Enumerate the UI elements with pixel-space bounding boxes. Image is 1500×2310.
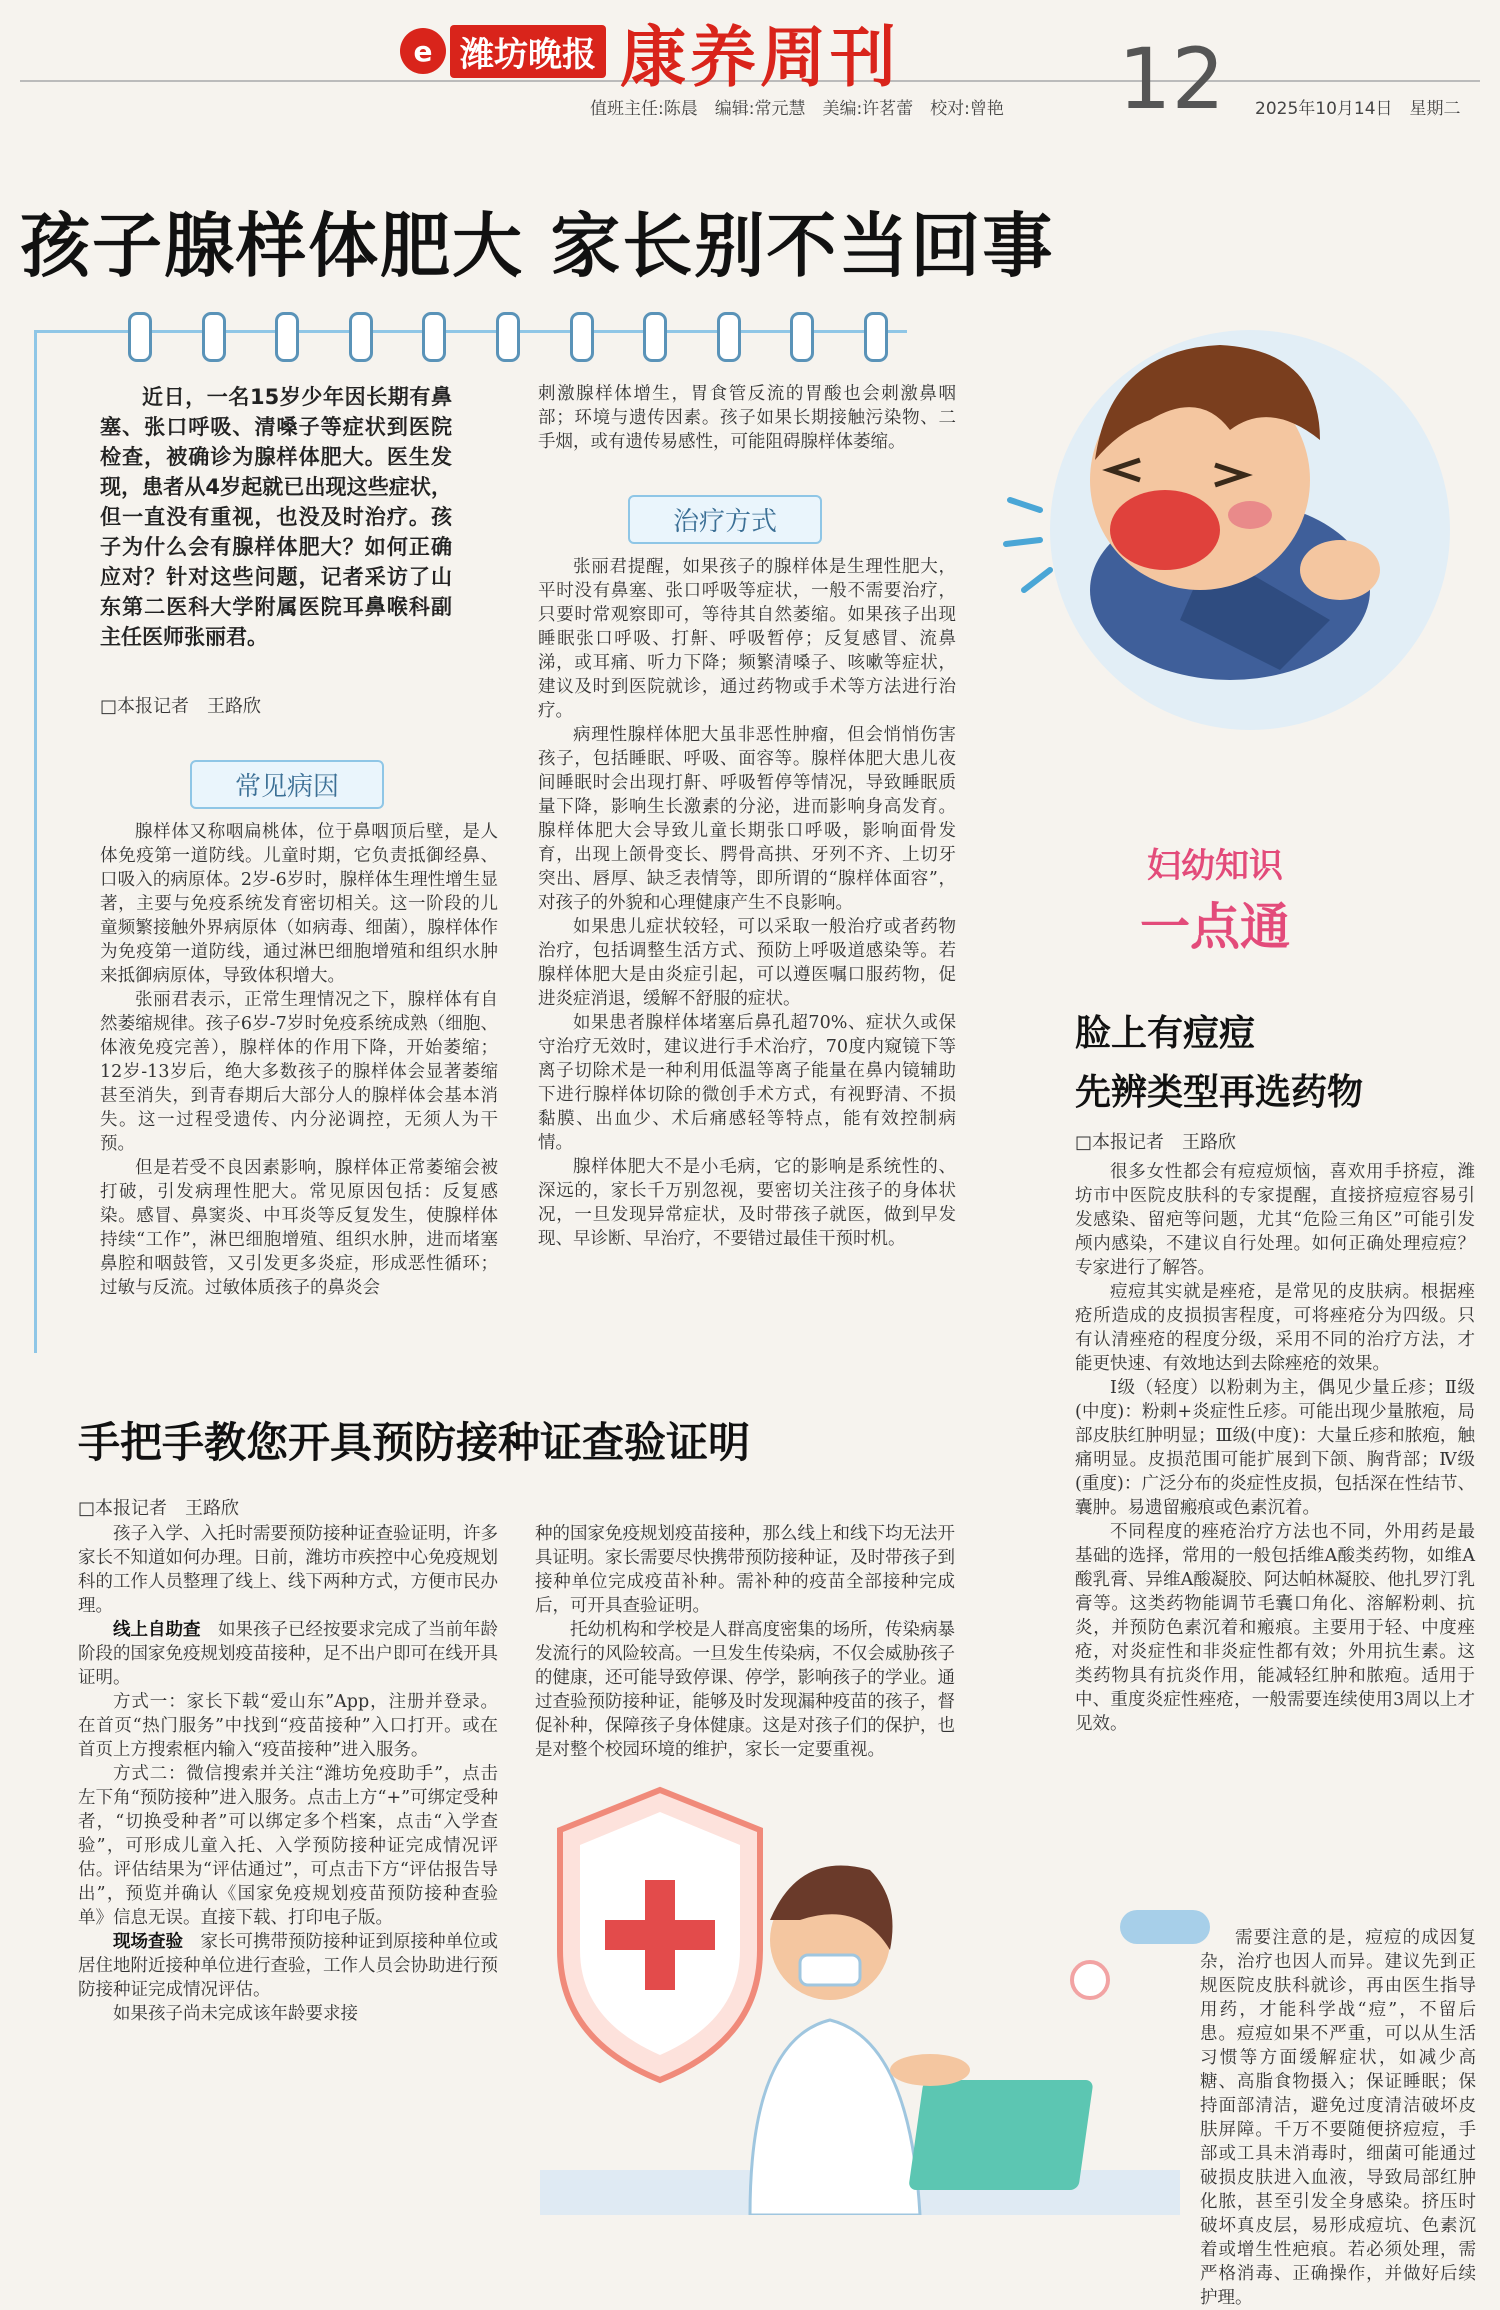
ring-icon xyxy=(496,312,520,362)
article2-byline: □本报记者 王路欣 xyxy=(78,1498,240,1519)
paragraph: 但是若受不良因素影响，腺样体正常萎缩会被打破，引发病理性肥大。常见原因包括：反复感染。感冒、鼻窦炎、中耳炎等反复发生，使腺样体持续“工作”，淋巴细胞增殖、组织水肿，进而堵塞鼻腔和咽鼓管，又引发更多炎症，形成恶性循环；过敏与反流。过敏体质孩子的鼻炎会 xyxy=(100,1158,498,1298)
slogan-block xyxy=(1140,838,1290,959)
article1-col1 xyxy=(100,820,498,1300)
paragraph: 很多女性都会有痘痘烦恼，喜欢用手挤痘，潍坊市中医院皮肤科的专家提醒，直接挤痘痘容易引发感染、留疤等问题，尤其“危险三角区”可能引发颅内感染，不建议自行处理。如何正确处理痘痘？专家进行了解答。 xyxy=(1075,1162,1475,1278)
ring-icon xyxy=(128,312,152,362)
article1-col2 xyxy=(538,555,956,1251)
article3-headline-line2: 先辨类型再选药物 xyxy=(1075,1071,1364,1113)
article3-body xyxy=(1075,1160,1475,1736)
paragraph: 种的国家免疫规划疫苗接种，那么线上和线下均无法开具证明。家长需要尽快携带预防接种证，及时带孩子到接种单位完成疫苗补种。需补种的疫苗全部接种完成后，可开具查验证明。 xyxy=(535,1524,955,1616)
paragraph: 病理性腺样体肥大虽非恶性肿瘤，但会悄悄伤害孩子，包括睡眠、呼吸、面容等。腺样体肥大患儿夜间睡眠时会出现打鼾、呼吸暂停等情况，导致睡眠质量下降，影响生长激素的分泌，进而影响身高发育。腺样体肥大会导致儿童长期张口呼吸，影响面骨发育，出现上颌骨变长、腭骨高拱、牙列不齐、上切牙突出、唇厚、缺乏表情等，即所谓的“腺样体面容”，对孩子的外貌和心理健康产生不良影响。 xyxy=(538,725,956,913)
paragraph: 如果患儿症状较轻，可以采取一般治疗或者药物治疗，包括调整生活方式、预防上呼吸道感染等。若腺样体肥大是由炎症引起，可以遵医嘱口服药物，促进炎症消退，缓解不舒服的症状。 xyxy=(538,917,956,1009)
paragraph xyxy=(78,1618,498,1690)
subhead-causes: 常见病因 xyxy=(190,760,384,809)
subhead-treatment: 治疗方式 xyxy=(628,495,822,544)
ring-icon xyxy=(349,312,373,362)
sneezing-boy-illustration xyxy=(1000,290,1480,740)
article1-lead xyxy=(100,382,452,652)
paragraph: 痘痘其实就是痤疮，是常见的皮肤病。根据痤疮所造成的皮损损害程度，可将痤疮分为四级。只有认清痤疮的程度分级，采用不同的治疗方法，才能更快速、有效地达到去除痤疮的效果。 xyxy=(1075,1282,1475,1374)
page-number: 12 xyxy=(1118,30,1225,128)
article3-byline: □本报记者 王路欣 xyxy=(1075,1132,1237,1153)
issue-date: 2025年10月14日 星期二 xyxy=(1255,99,1461,119)
ring-icon xyxy=(717,312,741,362)
article1-col2-top xyxy=(538,382,956,454)
paragraph-text: 如果孩子已经按要求完成了当前年龄阶段的国家免疫规划疫苗接种，足不出户即可在线开具证明。 xyxy=(78,1620,498,1688)
doctor-illustration xyxy=(500,1750,1220,2215)
paper-name: 潍坊晚报 xyxy=(450,25,606,78)
ring-icon xyxy=(790,312,814,362)
article2-col2 xyxy=(535,1522,955,1762)
article1-byline: □本报记者 王路欣 xyxy=(100,696,262,717)
paragraph: 孩子入学、入托时需要预防接种证查验证明，许多家长不知道如何办理。日前，潍坊市疾控中心免疫规划科的工作人员整理了线上、线下两种方式，方便市民办理。 xyxy=(78,1524,498,1616)
ring-icon xyxy=(864,312,888,362)
paragraph: 方式二：微信搜索并关注“潍坊免疫助手”，点击左下角“预防接种”进入服务。点击上方“+”可绑定受种者，“切换受种者”可以绑定多个档案，点击“入学查验”，可形成儿童入托、入学预防接种证完成情况评估。评估结果为“评估通过”，可点击下方“评估报告导出”，预览并确认《国家免疫规划疫苗预防接种查验单》信息无误。直接下载、打印电子版。 xyxy=(78,1764,498,1928)
paragraph: 刺激腺样体增生，胃食管反流的胃酸也会刺激鼻咽部；环境与遗传因素。孩子如果长期接触污染物、二手烟，或有遗传易感性，可能阻碍腺样体萎缩。 xyxy=(538,384,956,452)
paragraph: 托幼机构和学校是人群高度密集的场所，传染病暴发流行的风险较高。一旦发生传染病，不仅会威胁孩子的健康，还可能导致停课、停学，影响孩子的学业。通过查验预防接种证，能够及时发现漏种疫苗的孩子，督促补种，保障孩子身体健康。这是对孩子们的保护，也是对整个校园环境的维护，家长一定要重视。 xyxy=(535,1620,955,1760)
logo-mark-icon: e xyxy=(400,28,446,74)
paragraph: 如果患者腺样体堵塞后鼻孔超70%、症状久或保守治疗无效时，建议进行手术治疗，70度内窥镜下等离子切除术是一种利用低温等离子能量在鼻内镜辅助下进行腺样体切除的微创手术方式，有视野清、不损黏膜、出血少、术后痛感轻等特点，能有效控制病情。 xyxy=(538,1013,956,1153)
paragraph: 张丽君表示，正常生理情况之下，腺样体有自然萎缩规律。孩子6岁-7岁时免疫系统成熟（细胞、体液免疫完善），腺样体的作用下降，开始萎缩；12岁-13岁后，绝大多数孩子的腺样体会显著萎缩甚至消失，到青春期后大部分人的腺样体会基本消失。这一过程受遗传、内分泌调控，无须人为干预。 xyxy=(100,990,498,1154)
paragraph: 方式一：家长下载“爱山东”App，注册并登录。在首页“热门服务”中找到“疫苗接种”入口打开。或在首页上方搜索框内输入“疫苗接种”进入服务。 xyxy=(78,1692,498,1760)
paragraph: 张丽君提醒，如果孩子的腺样体是生理性肥大，平时没有鼻塞、张口呼吸等症状，一般不需要治疗，只要时常观察即可，等待其自然萎缩。如果孩子出现睡眠张口呼吸、打鼾、呼吸暂停；反复感冒、流鼻涕，或耳痛、听力下降；频繁清嗓子、咳嗽等症状，建议及时到医院就诊，通过药物或手术等方法进行治疗。 xyxy=(538,557,956,721)
slogan-line2: 一点通 xyxy=(1140,898,1290,956)
paragraph: 不同程度的痤疮治疗方法也不同，外用药是最基础的选择，常用的一般包括维A酸类药物，如维A酸乳膏、异维A酸凝胶、阿达帕林凝胶、他扎罗汀乳膏等。这类药物能调节毛囊口角化、溶解粉刺、抗炎，并预防色素沉着和瘢痕。主要用于轻、中度痤疮，对炎症性和非炎症性都有效；外用抗生素。这类药物具有抗炎作用，能减轻红肿和脓疱。适用于中、重度炎症性痤疮，一般需要连续使用3周以上才见效。 xyxy=(1075,1522,1475,1734)
paper-logo xyxy=(400,18,630,84)
paragraph: 如果孩子尚未完成该年龄要求接 xyxy=(113,2004,358,2024)
ring-icon xyxy=(275,312,299,362)
notebook-rings xyxy=(128,312,888,362)
ring-icon xyxy=(570,312,594,362)
online-label: 线上自助查 xyxy=(113,1620,201,1640)
section-title: 康养周刊 xyxy=(620,18,900,96)
ring-icon xyxy=(202,312,226,362)
article1-headline: 孩子腺样体肥大 家长别不当回事 xyxy=(20,205,1055,287)
article2-headline: 手把手教您开具预防接种证查验证明 xyxy=(78,1418,751,1467)
ring-icon xyxy=(422,312,446,362)
offline-label: 现场查验 xyxy=(113,1932,183,1952)
paragraph-text: 家长可携带预防接种证到原接种单位或居住地附近接种单位进行查验，工作人员会协助进行预防接种证完成情况评估。 xyxy=(78,1932,498,2000)
lead-text: 近日，一名15岁少年因长期有鼻塞、张口呼吸、清嗓子等症状到医院检查，被确诊为腺样体肥大。医生发现，患者从4岁起就已出现这些症状，但一直没有重视，也没及时治疗。孩子为什么会有腺样体肥大？如何正确应对？针对这些问题，记者采访了山东第二医科大学附属医院耳鼻喉科副主任医师张丽君。 xyxy=(100,385,452,649)
article3-body-tail xyxy=(1200,1926,1476,2310)
article3-headline-line1: 脸上有痘痘 xyxy=(1075,1012,1256,1054)
paragraph: 需要注意的是，痘痘的成因复杂，治疗也因人而异。建议先到正规医院皮肤科就诊，再由医生指导用药，才能科学战“痘”，不留后患。痘痘如果不严重，可以从生活习惯等方面缓解症状，如减少高糖、高脂食物摄入；保证睡眠；保持面部清洁，避免过度清洁破坏皮肤屏障。千万不要随便挤痘痘，手部或工具未消毒时，细菌可能通过破损皮肤进入血液，导致局部红肿化脓，甚至引发全身感染。挤压时破坏真皮层，易形成痘坑、色素沉着或增生性疤痕。若必须处理，需严格消毒、正确操作，并做好后续护理。 xyxy=(1200,1928,1476,2308)
paragraph: 腺样体又称咽扁桃体，位于鼻咽顶后壁，是人体免疫第一道防线。儿童时期，它负责抵御经鼻、口吸入的病原体。2岁-6岁时，腺样体生理性增生显著，主要与免疫系统发育密切相关。这一阶段的儿童频繁接触外界病原体（如病毒、细菌），腺样体作为免疫第一道防线，通过淋巴细胞增殖和组织水肿来抵御病原体，导致体积增大。 xyxy=(100,822,498,986)
slogan-line1: 妇幼知识 xyxy=(1147,846,1283,886)
paragraph: Ⅰ级（轻度）以粉刺为主，偶见少量丘疹；Ⅱ级(中度)：粉刺+炎症性丘疹。可能出现少量脓疱，局部皮肤红肿明显；Ⅲ级(中度)：大量丘疹和脓疱，触痛明显。皮损范围可能扩展到下颌、胸背部；Ⅳ级(重度)：广泛分布的炎症性皮损，包括深在性结节、囊肿。易遗留瘢痕或色素沉着。 xyxy=(1075,1378,1475,1518)
paragraph: 腺样体肥大不是小毛病，它的影响是系统性的、深远的，家长千万别忽视，要密切关注孩子的身体状况，一旦发现异常症状，及时带孩子就医，做到早发现、早诊断、早治疗，不要错过最佳干预时机。 xyxy=(538,1157,956,1249)
staff-credits: 值班主任:陈晨 编辑:常元慧 美编:许茗蕾 校对:曾艳 xyxy=(590,99,1004,119)
paragraph xyxy=(78,1930,498,2002)
ring-icon xyxy=(643,312,667,362)
article2-col1 xyxy=(78,1522,498,2026)
